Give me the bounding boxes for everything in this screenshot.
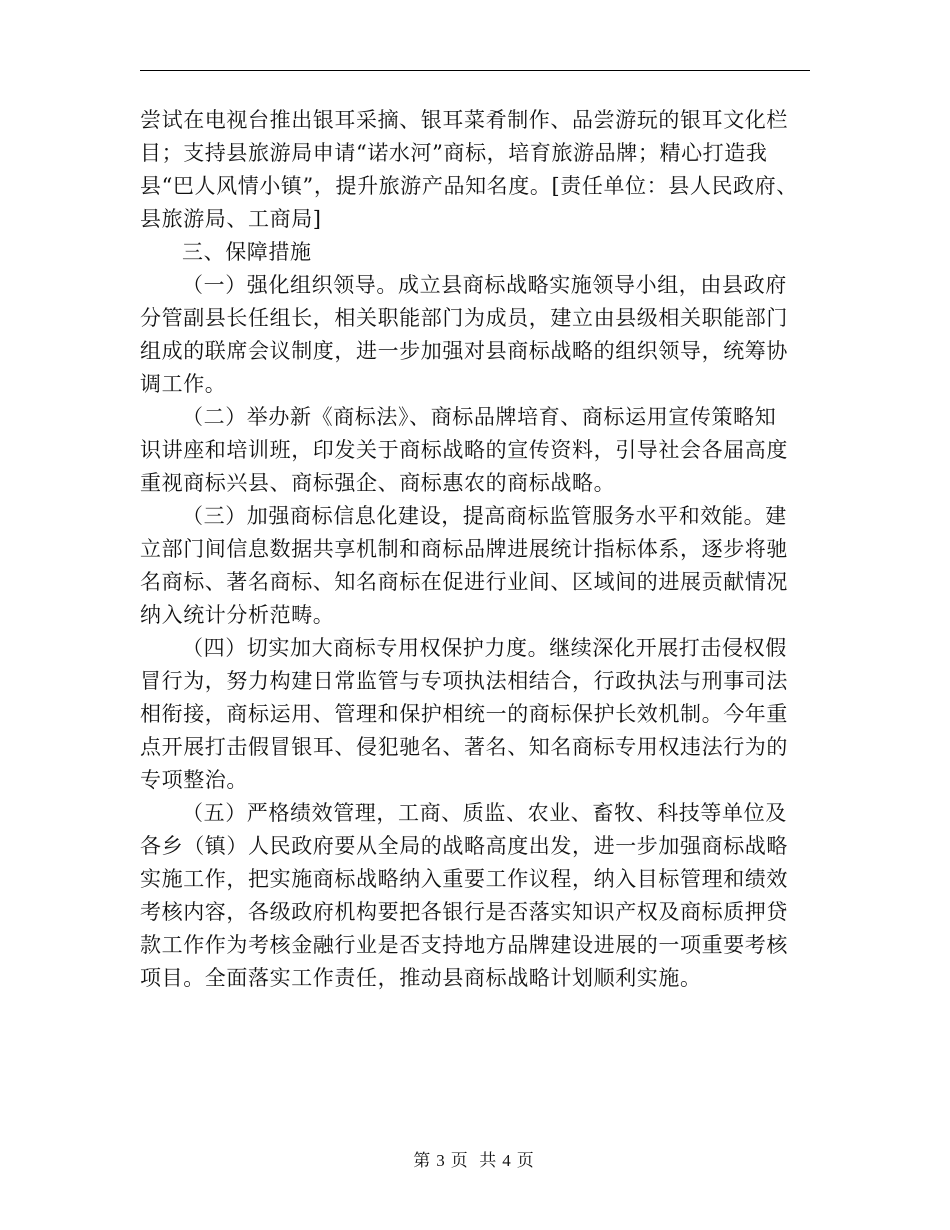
text-line: 重视商标兴县、商标强企、商标惠农的商标战略。 (140, 471, 616, 495)
text-line: 纳入统计分析范畴。 (140, 603, 335, 627)
footer-label-total: 共 (479, 1151, 500, 1171)
text-line: （三）加强商标信息化建设，提高商标监管服务水平和效能。建 (182, 504, 787, 528)
text-line: （四）切实加大商标专用权保护力度。继续深化开展打击侵权假 (182, 636, 787, 660)
text-line: 冒行为，努力构建日常监管与专项执法相结合，行政执法与刑事司法 (140, 669, 788, 693)
text-line: 各乡（镇）人民政府要从全局的战略高度出发，进一步加强商标战略 (140, 834, 788, 858)
text-line: 分管副县长任组长，相关职能部门为成员，建立由县级相关职能部门 (140, 306, 788, 330)
document-body (140, 104, 810, 995)
footer-total-pages: 4 (502, 1151, 514, 1170)
text-line: （五）严格绩效管理，工商、质监、农业、畜牧、科技等单位及 (182, 801, 787, 825)
text-line: 专项整治。 (140, 768, 248, 792)
text-line: （二）举办新《商标法》、商标品牌培育、商标运用宣传策略知 (182, 405, 777, 429)
text-line: 考核内容，各级政府机构要把各银行是否落实知识产权及商标质押贷 (140, 900, 788, 924)
footer-label-page-unit: 页 (450, 1151, 471, 1171)
text-line: 款工作作为考核金融行业是否支持地方品牌建设进展的一项重要考核 (140, 933, 788, 957)
text-line: 县旅游局、工商局] (140, 207, 322, 231)
text-line: 县“巴人风情小镇”，提升旅游产品知名度。[责任单位：县人民政府、 (140, 174, 798, 198)
text-line: 相衔接，商标运用、管理和保护相统一的商标保护长效机制。今年重 (140, 702, 788, 726)
page-footer (0, 1146, 950, 1171)
text-line: 调工作。 (140, 372, 227, 396)
footer-current-page: 3 (436, 1151, 448, 1170)
text-line: 项目。全面落实工作责任，推动县商标战略计划顺利实施。 (140, 966, 702, 990)
text-line: 目；支持县旅游局申请“诺水河”商标，培育旅游品牌；精心打造我 (140, 141, 768, 165)
text-line: 名商标、著名商标、知名商标在促进行业间、区域间的进展贡献情况 (140, 570, 788, 594)
text-line: 实施工作，把实施商标战略纳入重要工作议程，纳入目标管理和绩效 (140, 867, 788, 891)
footer-label-page: 第 (413, 1151, 434, 1171)
footer-label-total-unit: 页 (516, 1151, 537, 1171)
header-rule (140, 70, 810, 71)
text-line: 识讲座和培训班，印发关于商标战略的宣传资料，引导社会各届高度 (140, 438, 788, 462)
text-line: （一）强化组织领导。成立县商标战略实施领导小组，由县政府 (182, 273, 787, 297)
text-line: 组成的联席会议制度，进一步加强对县商标战略的组织领导，统筹协 (140, 339, 788, 363)
text-line: 点开展打击假冒银耳、侵犯驰名、著名、知名商标专用权违法行为的 (140, 735, 788, 759)
text-line: 尝试在电视台推出银耳采摘、银耳菜肴制作、品尝游玩的银耳文化栏 (140, 108, 788, 132)
text-line: 立部门间信息数据共享机制和商标品牌进展统计指标体系，逐步将驰 (140, 537, 788, 561)
text-line: 三、保障措施 (182, 240, 312, 264)
